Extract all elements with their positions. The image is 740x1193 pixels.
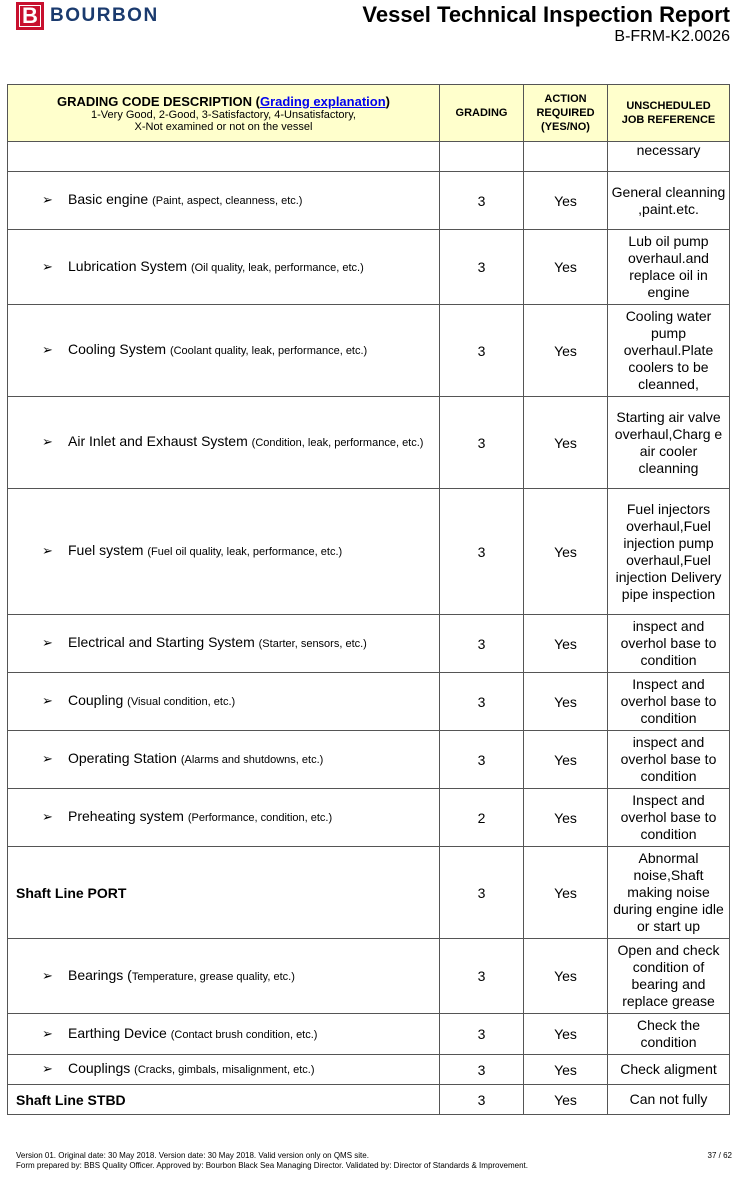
row-action: Yes	[524, 847, 608, 939]
arrow-bullet-icon: ➢	[42, 434, 53, 449]
row-job-reference: Abnormal noise,Shaft making noise during engine idle or start up	[608, 847, 730, 939]
row-grade: 3	[440, 230, 524, 305]
row-job-reference: Inspect and overhol base to condition	[608, 673, 730, 731]
arrow-bullet-icon: ➢	[42, 809, 53, 824]
table-row	[8, 397, 730, 489]
row-description	[8, 230, 440, 305]
table-row	[8, 489, 730, 615]
report-title: Vessel Technical Inspection Report	[362, 2, 730, 27]
table-row	[8, 615, 730, 673]
row-action: Yes	[524, 397, 608, 489]
row-label: Lubrication System	[68, 257, 188, 274]
logo-text: BOURBON	[50, 5, 159, 26]
row-action: Yes	[524, 305, 608, 397]
arrow-bullet-icon: ➢	[42, 693, 53, 708]
footer-version-line: Version 01. Original date: 30 May 2018. Version date: 30 May 2018. Valid version only on QMS site.	[16, 1151, 369, 1160]
row-action: Yes	[524, 230, 608, 305]
grading-code-line2: X-Not examined or not on the vessel	[134, 120, 313, 133]
table-row	[8, 142, 730, 172]
arrow-bullet-icon: ➢	[42, 342, 53, 357]
row-description	[8, 1055, 440, 1085]
row-grade: 3	[440, 847, 524, 939]
row-description	[8, 172, 440, 230]
row-action: Yes	[524, 172, 608, 230]
footer-approval-line: Form prepared by: BBS Quality Officer. Approved by: Bourbon Black Sea Managing Director. Validated by: Director of Standards & Improvement.	[16, 1161, 528, 1170]
row-detail: (Paint, aspect, cleanness, etc.)	[152, 195, 303, 207]
grading-explanation-link[interactable]: Grading explanation	[259, 93, 386, 109]
row-description	[8, 673, 440, 731]
row-action: Yes	[524, 939, 608, 1014]
row-description	[8, 939, 440, 1014]
page-number: 37 / 62	[707, 1151, 732, 1160]
row-grade: 3	[440, 397, 524, 489]
row-detail: (Oil quality, leak, performance, etc.)	[190, 261, 364, 274]
grading-code-line1: 1-Very Good, 2-Good, 3-Satisfactory, 4-Unsatisfactory,	[91, 108, 356, 121]
table-row	[8, 305, 730, 397]
row-description	[8, 305, 440, 397]
table-row	[8, 847, 730, 939]
row-grade: 3	[440, 939, 524, 1014]
row-label: Cooling System	[68, 341, 167, 357]
page-footer	[16, 1151, 732, 1171]
row-grade: 3	[440, 1055, 524, 1085]
row-grade: 2	[440, 789, 524, 847]
row-label: Bearings (	[68, 966, 132, 983]
row-grade: 3	[440, 489, 524, 615]
section-shaft-line-stbd: Shaft Line STBD	[8, 1085, 440, 1115]
row-action: Yes	[524, 1014, 608, 1055]
row-grade: 3	[440, 1014, 524, 1055]
row-label: Electrical and Starting System	[68, 634, 255, 650]
header-job-reference: UNSCHEDULED JOB REFERENCE	[608, 85, 730, 142]
row-action: Yes	[524, 615, 608, 673]
row-description	[8, 731, 440, 789]
row-detail: (Condition, leak, performance, etc.)	[251, 437, 424, 449]
logo-mark: B	[16, 2, 44, 30]
row-grade: 3	[440, 673, 524, 731]
bourbon-logo	[16, 2, 159, 30]
row-grade: 3	[440, 615, 524, 673]
row-detail: (Starter, sensors, etc.)	[258, 638, 367, 650]
table-row	[8, 939, 730, 1014]
table-header-row	[8, 85, 730, 142]
table-row	[8, 1014, 730, 1055]
row-description	[8, 789, 440, 847]
row-grade: 3	[440, 172, 524, 230]
row-job-reference: Cooling water pump overhaul.Plate coolers to be cleanned,	[608, 305, 730, 397]
row-detail: (Alarms and shutdowns, etc.)	[180, 754, 324, 766]
row-action	[524, 142, 608, 172]
row-action: Yes	[524, 489, 608, 615]
row-grade: 3	[440, 1085, 524, 1115]
row-label: Coupling	[68, 692, 124, 708]
row-action: Yes	[524, 1085, 608, 1115]
row-job-reference: Check the condition	[608, 1014, 730, 1055]
arrow-bullet-icon: ➢	[42, 192, 53, 207]
header-grading: GRADING	[440, 85, 524, 142]
row-detail: (Performance, condition, etc.)	[187, 812, 333, 824]
header-grading-code	[8, 85, 440, 142]
row-detail: (Contact brush condition, etc.)	[170, 1028, 318, 1041]
row-action: Yes	[524, 789, 608, 847]
arrow-bullet-icon: ➢	[42, 543, 53, 558]
arrow-bullet-icon: ➢	[42, 635, 53, 650]
table-row	[8, 789, 730, 847]
row-job-reference: Lub oil pump overhaul.and replace oil in engine	[608, 230, 730, 305]
arrow-bullet-icon: ➢	[42, 1025, 53, 1041]
section-shaft-line-port: Shaft Line PORT	[8, 847, 440, 939]
row-grade: 3	[440, 305, 524, 397]
arrow-bullet-icon: ➢	[42, 967, 53, 983]
row-description	[8, 397, 440, 489]
row-job-reference: Open and check condition of bearing and replace grease	[608, 939, 730, 1014]
row-job-reference: General cleanning ,paint.etc.	[608, 172, 730, 230]
row-action: Yes	[524, 1055, 608, 1085]
table-row	[8, 1085, 730, 1115]
arrow-bullet-icon: ➢	[42, 1061, 53, 1076]
inspection-table	[7, 84, 730, 1115]
row-action: Yes	[524, 673, 608, 731]
table-row	[8, 1055, 730, 1085]
row-detail: (Coolant quality, leak, performance, etc.)	[169, 345, 368, 357]
arrow-bullet-icon: ➢	[42, 258, 53, 274]
table-row	[8, 731, 730, 789]
row-grade	[440, 142, 524, 172]
row-label: Basic engine	[68, 191, 149, 207]
table-row	[8, 172, 730, 230]
row-job-reference: Can not fully	[608, 1085, 730, 1115]
row-description	[8, 1014, 440, 1055]
table-row	[8, 230, 730, 305]
row-description	[8, 615, 440, 673]
row-job-reference: Fuel injectors overhaul,Fuel injection pump overhaul,Fuel injection Delivery pipe inspection	[608, 489, 730, 615]
page-header	[0, 0, 740, 60]
row-label: Couplings	[68, 1060, 131, 1076]
row-label: Operating Station	[68, 750, 177, 766]
row-job-reference: necessary	[608, 142, 730, 172]
row-grade: 3	[440, 731, 524, 789]
row-job-reference: Inspect and overhol base to condition	[608, 789, 730, 847]
row-job-reference: inspect and overhol base to condition	[608, 731, 730, 789]
row-detail: (Cracks, gimbals, misalignment, etc.)	[134, 1064, 315, 1076]
row-job-reference: Check aligment	[608, 1055, 730, 1085]
row-label: Preheating system	[68, 808, 184, 824]
row-detail: Temperature, grease quality, etc.)	[131, 970, 295, 983]
row-description	[8, 142, 440, 172]
row-job-reference: Starting air valve overhaul,Charg e air cooler cleanning	[608, 397, 730, 489]
row-detail: (Visual condition, etc.)	[127, 696, 236, 708]
row-label: Fuel system	[68, 542, 144, 558]
grading-code-title: GRADING CODE DESCRIPTION (Grading explanation)	[57, 93, 390, 109]
row-label: Earthing Device	[68, 1024, 167, 1041]
row-description	[8, 489, 440, 615]
row-detail: (Fuel oil quality, leak, performance, etc.)	[147, 546, 343, 558]
row-job-reference: inspect and overhol base to condition	[608, 615, 730, 673]
row-label: Air Inlet and Exhaust System	[68, 433, 248, 449]
report-code: B-FRM-K2.0026	[614, 28, 730, 45]
arrow-bullet-icon: ➢	[42, 751, 53, 766]
table-row	[8, 673, 730, 731]
row-action: Yes	[524, 731, 608, 789]
header-action-required: ACTION REQUIRED (YES/NO)	[524, 85, 608, 142]
